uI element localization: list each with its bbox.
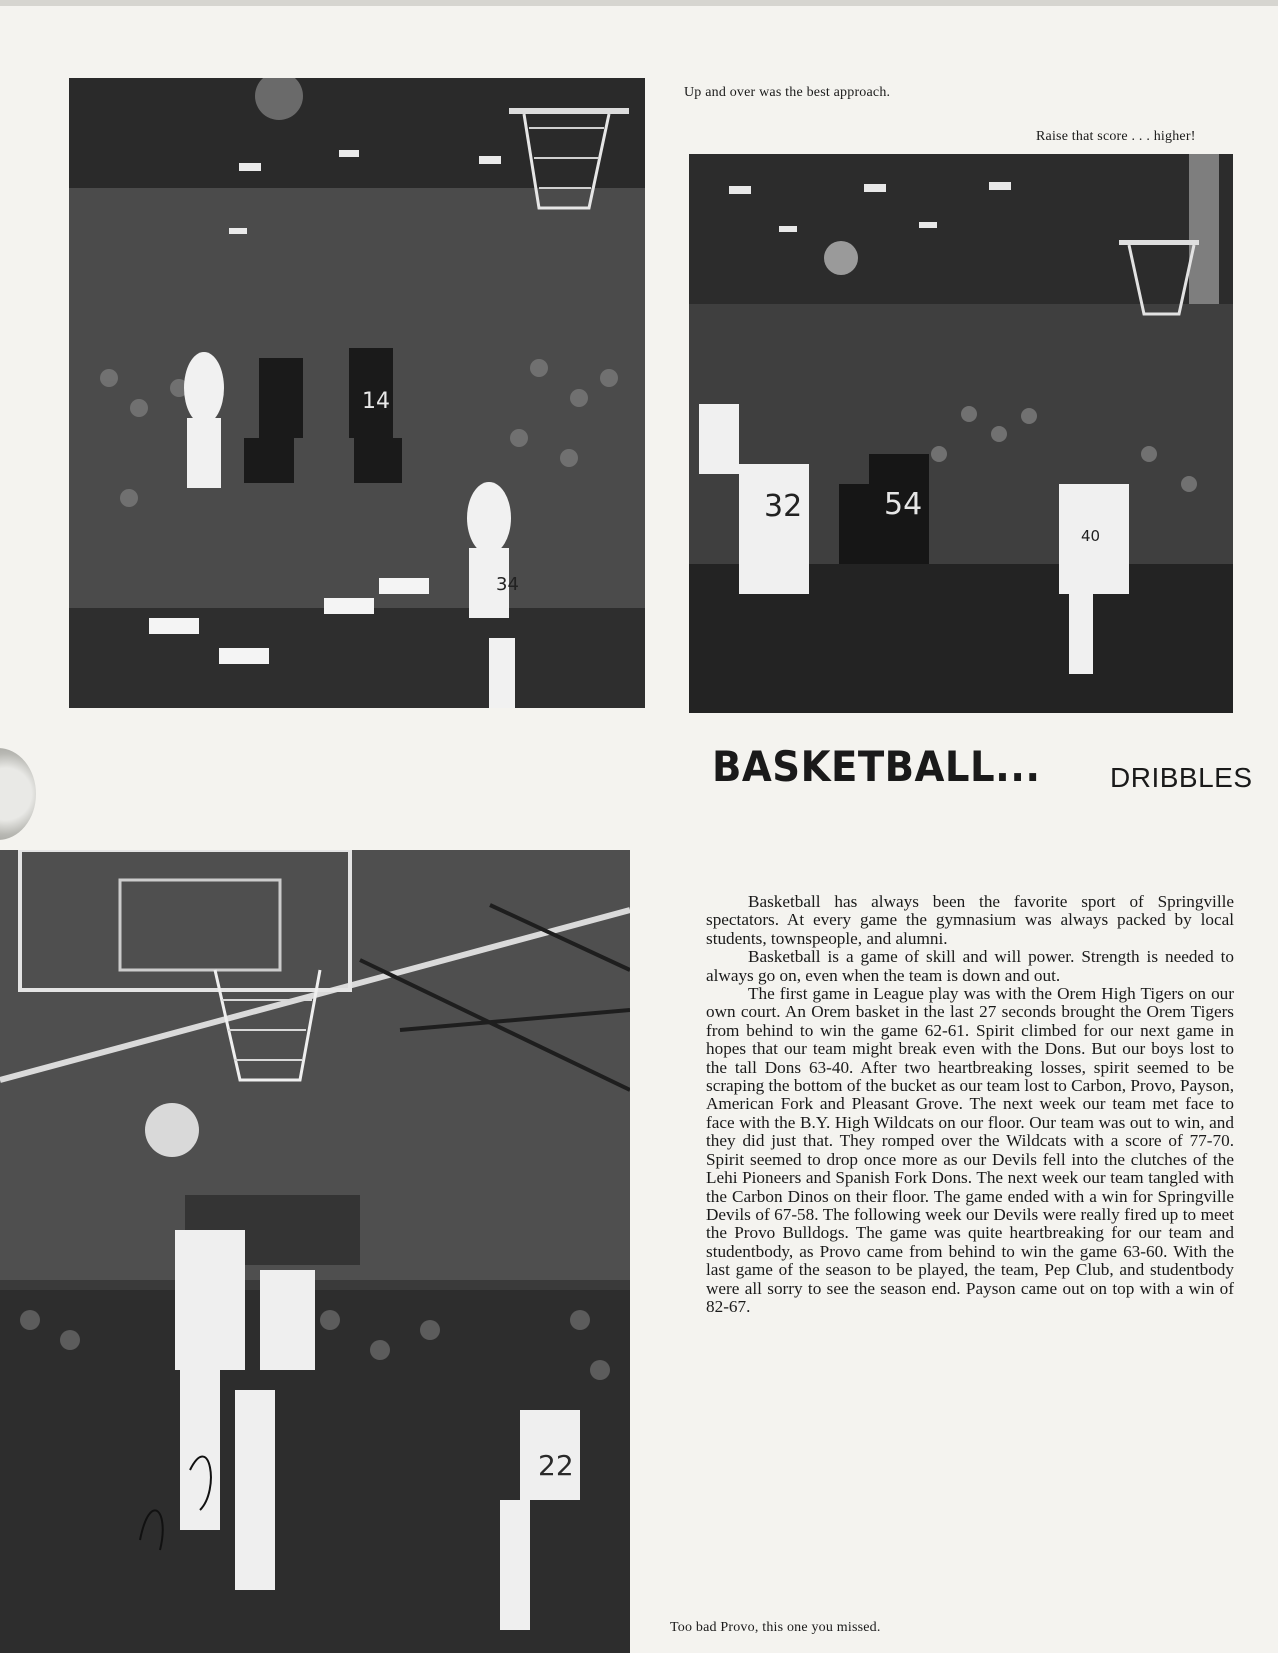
article-body	[706, 893, 1234, 1316]
caption-up-and-over: Up and over was the best approach.	[684, 85, 891, 100]
jersey-number-32: 32	[764, 489, 803, 524]
jersey-number-34: 34	[496, 574, 519, 595]
jersey-number-54: 54	[884, 487, 923, 522]
section-subtitle: DRIBBLES	[1110, 762, 1253, 793]
section-title: BASKETBALL...	[712, 742, 1041, 791]
jersey-number-14: 14	[362, 389, 390, 414]
page-top-edge	[0, 0, 1278, 6]
article-paragraph: Basketball is a game of skill and will power. Strength is needed to always go on, even when the team is down and out.	[706, 947, 1234, 985]
photo-game-top-right	[689, 154, 1233, 713]
photo-layup-top-left-art	[69, 78, 645, 708]
caption-raise-that-score: Raise that score . . . higher!	[1036, 129, 1196, 144]
article-paragraph: Basketball has always been the favorite sport of Springville spectators. At every game the gymnasium was always packed by local students, townspeople, and alumni.	[706, 892, 1234, 948]
jersey-number-40: 40	[1081, 527, 1101, 545]
article-paragraph: The first game in League play was with the Orem High Tigers on our own court. An Orem basket in the last 27 seconds brought the Orem Tigers from behind to win the game 62-61. Spirit climbed for our next game in hopes that our team might break even with the Dons. But our boys lost to the tall Dons 63-40. After two heartbreaking losses, spirit seemed to be scraping the bottom of the bucket as our team lost to Carbon, Provo, Payson, American Fork and Pleasant Grove. The next week our team met face to face with the B.Y. High Wildcats on our floor. Our team was out to win, and they did just that. They romped over the Wildcats with a score of 77-70. Spirit seemed to drop once more as our Devils fell into the clutches of the Lehi Pioneers and Spanish Fork Dons. The next week our team tangled with the Carbon Dinos on their floor. The game ended with a win for Springville Devils of 67-58. The following week our Devils were really fired up to meet the Provo Bulldogs. The game was quite heartbreaking for our team and studentbody, as Provo came from behind to win the game 63-60. With the last game of the season to be played, the team, Pep Club, and studentbody were all sorry to see the season end. Payson came out on top with a win of 82-67.	[706, 984, 1234, 1316]
photo-layup-top-left	[69, 78, 645, 708]
page-edge-mark	[0, 748, 36, 840]
caption-too-bad-provo: Too bad Provo, this one you missed.	[670, 1620, 881, 1635]
photo-shot-bottom-left	[0, 850, 630, 1653]
jersey-number-22: 22	[538, 1449, 574, 1482]
photo-game-top-right-art	[689, 154, 1233, 713]
photo-shot-bottom-left-art	[0, 850, 630, 1653]
